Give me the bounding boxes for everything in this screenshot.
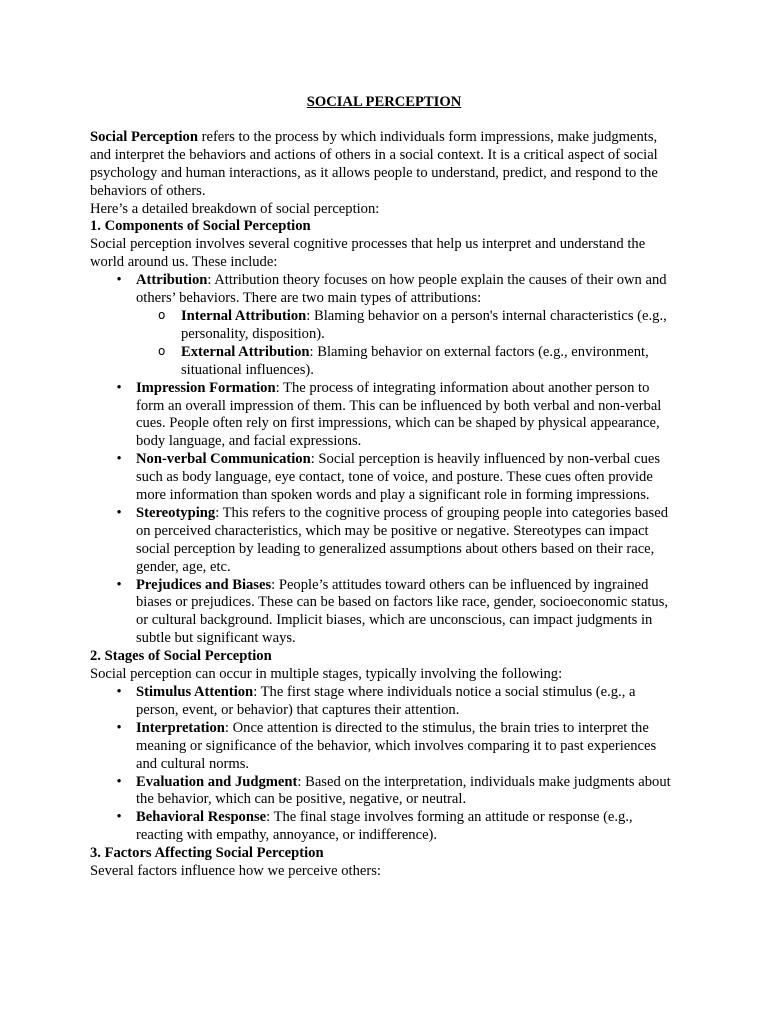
item-text: : People’s attitudes toward others can be influenced by ingrained biases or prejudices. These can be based on factors like race, gender, socioeconomic status, or cultural background. Implicit biases, which are unconscious, can impact judgments in subtle but significant ways.	[136, 576, 669, 647]
item-text: : The process of integrating information about another person to form an overall impression of them. This can be influenced by both verbal and non-verbal cues. People often rely on first impressions, which can be shaped by physical appearance, body language, and facial expressions.	[136, 379, 662, 450]
section-heading-stages: 2. Stages of Social Perception	[90, 648, 272, 665]
list-item	[90, 684, 678, 720]
bullet-icon: •	[116, 773, 122, 790]
item-term: Interpretation	[136, 719, 225, 736]
bullet-icon: •	[116, 451, 122, 468]
stages-list	[90, 684, 678, 845]
sub-item-term: External Attribution	[181, 343, 310, 360]
document-title: SOCIAL PERCEPTION	[306, 94, 462, 110]
section-lead-factors: Several factors influence how we perceive others:	[90, 863, 381, 880]
item-term: Stimulus Attention	[136, 684, 254, 700]
item-text: : The final stage involves forming an attitude or response (e.g., reacting with empathy, annoyance, or indifference).	[136, 809, 633, 844]
intro-term: Social Perception	[90, 128, 198, 145]
section-lead-stages: Social perception can occur in multiple stages, typically involving the following:	[90, 666, 563, 683]
list-item	[90, 809, 678, 845]
bullet-icon: •	[116, 684, 122, 700]
item-term: Evaluation and Judgment	[136, 773, 298, 790]
item-term: Stereotyping	[136, 504, 216, 521]
bullet-icon: •	[116, 272, 122, 289]
attribution-sublist	[136, 308, 678, 380]
item-text: : The first stage where individuals notice a social stimulus (e.g., a person, event, or behavior) that captures their attention.	[136, 684, 636, 718]
item-text: : Based on the interpretation, individuals make judgments about the behavior, which can be positive, negative, or neutral.	[136, 773, 671, 808]
section-heading-factors: 3. Factors Affecting Social Perception	[90, 845, 324, 862]
list-item	[90, 451, 678, 505]
sub-item-term: Internal Attribution	[181, 307, 307, 324]
list-item	[90, 380, 678, 452]
intro-paragraph	[90, 129, 678, 201]
sub-list-item	[136, 344, 678, 380]
item-text: : Social perception is heavily influenced by non-verbal cues such as body language, eye contact, tone of voice, and posture. These cues often provide more information than spoken words and play a significant role in forming impressions.	[136, 451, 661, 504]
bullet-icon: •	[116, 576, 122, 593]
intro-text: refers to the process by which individuals form impressions, make judgments, and interpret the behaviors and actions of others in a social context. It is a critical aspect of social psychology and human interactions, as it allows people to understand, predict, and respond to the behaviors of others.	[90, 128, 658, 199]
breakdown-line: Here’s a detailed breakdown of social perception:	[90, 200, 380, 217]
item-term: Attribution	[136, 272, 208, 289]
bullet-icon: •	[116, 809, 122, 826]
section-lead-components: Social perception involves several cognitive processes that help us interpret and understand the world around us. These include:	[90, 236, 646, 271]
list-item	[90, 577, 678, 649]
bullet-icon: •	[116, 379, 122, 396]
components-list	[90, 272, 678, 648]
bullet-icon: •	[116, 719, 122, 736]
list-item	[90, 774, 678, 810]
item-term: Behavioral Response	[136, 809, 267, 826]
list-item	[90, 720, 678, 774]
item-text: : Attribution theory focuses on how people explain the causes of their own and others’ behaviors. There are two main types of attributions:	[136, 272, 667, 307]
bullet-icon: •	[116, 504, 122, 521]
circle-bullet-icon: o	[158, 343, 166, 358]
sub-item-text: : Blaming behavior on a person's internal characteristics (e.g., personality, disposition).	[181, 307, 667, 342]
item-term: Impression Formation	[136, 379, 276, 396]
sub-list-item	[136, 308, 678, 344]
sub-item-text: : Blaming behavior on external factors (e.g., environment, situational influences).	[181, 343, 649, 378]
circle-bullet-icon: o	[158, 307, 166, 322]
list-item	[90, 505, 678, 577]
item-term: Non-verbal Communication	[136, 451, 311, 468]
section-heading-components: 1. Components of Social Perception	[90, 218, 311, 235]
item-text: : Once attention is directed to the stimulus, the brain tries to interpret the meaning or significance of the behavior, which involves comparing it to past experiences and cultural norms.	[136, 719, 657, 772]
list-item	[90, 272, 678, 379]
item-text: : This refers to the cognitive process of grouping people into categories based on perceived characteristics, which may be positive or negative. Stereotypes can impact social perception by leading to generalized assumptions about others based on their race, gender, age, etc.	[136, 504, 669, 575]
item-term: Prejudices and Biases	[136, 576, 272, 593]
